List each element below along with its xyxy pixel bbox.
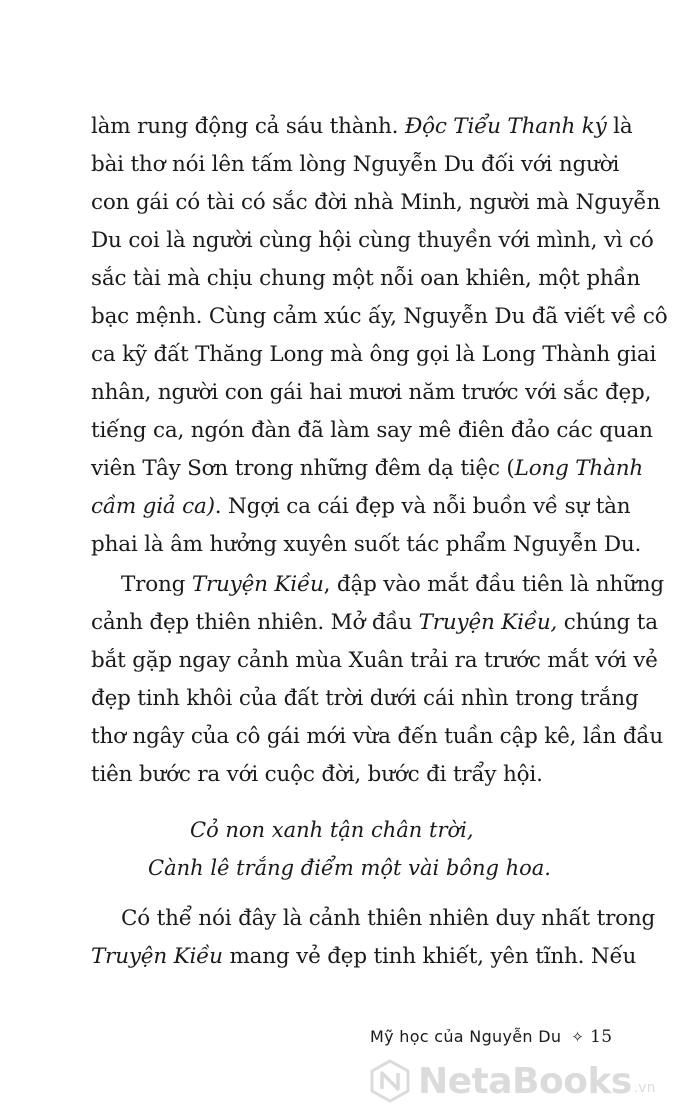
page-footer [370, 1027, 612, 1047]
text-line: phai là âm hưởng xuyên suốt tác phẩm Nguyễn Du. [91, 532, 642, 557]
verse-line: Cành lê trắng điểm một vài bông hoa. [148, 856, 551, 880]
text-line: viên Tây Sơn trong những đêm dạ tiệc (Long Thành [91, 456, 643, 481]
text-line: Truyện Kiều mang vẻ đẹp tinh khiết, yên tĩnh. Nếu [91, 944, 637, 969]
page-number: 15 [590, 1027, 613, 1047]
text-line: cảnh đẹp thiên nhiên. Mở đầu Truyện Kiều, chúng ta [91, 610, 658, 635]
star-ornament-icon: ✧ [571, 1028, 585, 1046]
text-line: bài thơ nói lên tấm lòng Nguyễn Du đối với người [91, 152, 620, 177]
running-title: Mỹ học của Nguyễn Du [370, 1027, 562, 1046]
text-line: làm rung động cả sáu thành. Độc Tiểu Thanh ký là [91, 114, 633, 139]
netabooks-logo-icon [368, 1059, 412, 1103]
work-title: Truyện Kiều [91, 944, 223, 969]
work-title: Truyện Kiều, [418, 610, 558, 635]
text-line: ca kỹ đất Thăng Long mà ông gọi là Long Thành giai [91, 342, 657, 367]
text-line: sắc tài mà chịu chung một nỗi oan khiên, một phần [91, 266, 641, 291]
text-line: Trong Truyện Kiều, đập vào mắt đầu tiên là những [121, 572, 664, 597]
text-line: con gái có tài có sắc đời nhà Minh, người mà Nguyễn [91, 190, 661, 215]
work-title: Độc Tiểu Thanh ký [404, 114, 607, 139]
text-line: bạc mệnh. Cùng cảm xúc ấy, Nguyễn Du đã viết về cô [91, 304, 668, 329]
text-line: bắt gặp ngay cảnh mùa Xuân trải ra trước mắt với vẻ [91, 648, 658, 673]
work-title: Long Thành [514, 456, 643, 481]
text-line: Có thể nói đây là cảnh thiên nhiên duy nhất trong [121, 906, 656, 931]
text-line: tiếng ca, ngón đàn đã làm say mê điên đảo các quan [91, 418, 653, 443]
text-line: thơ ngây của cô gái mới vừa đến tuần cập kê, lần đầu [91, 724, 664, 749]
text-line: tiên bước ra với cuộc đời, bước đi trẩy hội. [91, 762, 543, 787]
text-line: Du coi là người cùng hội cùng thuyền với mình, vì có [91, 228, 654, 253]
watermark-brand: NetaBooks [418, 1060, 632, 1102]
text-line: nhân, người con gái hai mươi năm trước với sắc đẹp, [91, 380, 652, 405]
text-line: cầm giả ca). Ngợi ca cái đẹp và nỗi buồn về sự tàn [91, 494, 631, 519]
verse-line: Cỏ non xanh tận chân trời, [190, 818, 474, 842]
work-title: cầm giả ca) [91, 494, 215, 519]
text-line: đẹp tinh khôi của đất trời dưới cái nhìn trong trắng [91, 686, 639, 711]
watermark-suffix: .vn [633, 1080, 656, 1096]
watermark [368, 1056, 655, 1106]
work-title: Truyện Kiều [191, 572, 324, 597]
